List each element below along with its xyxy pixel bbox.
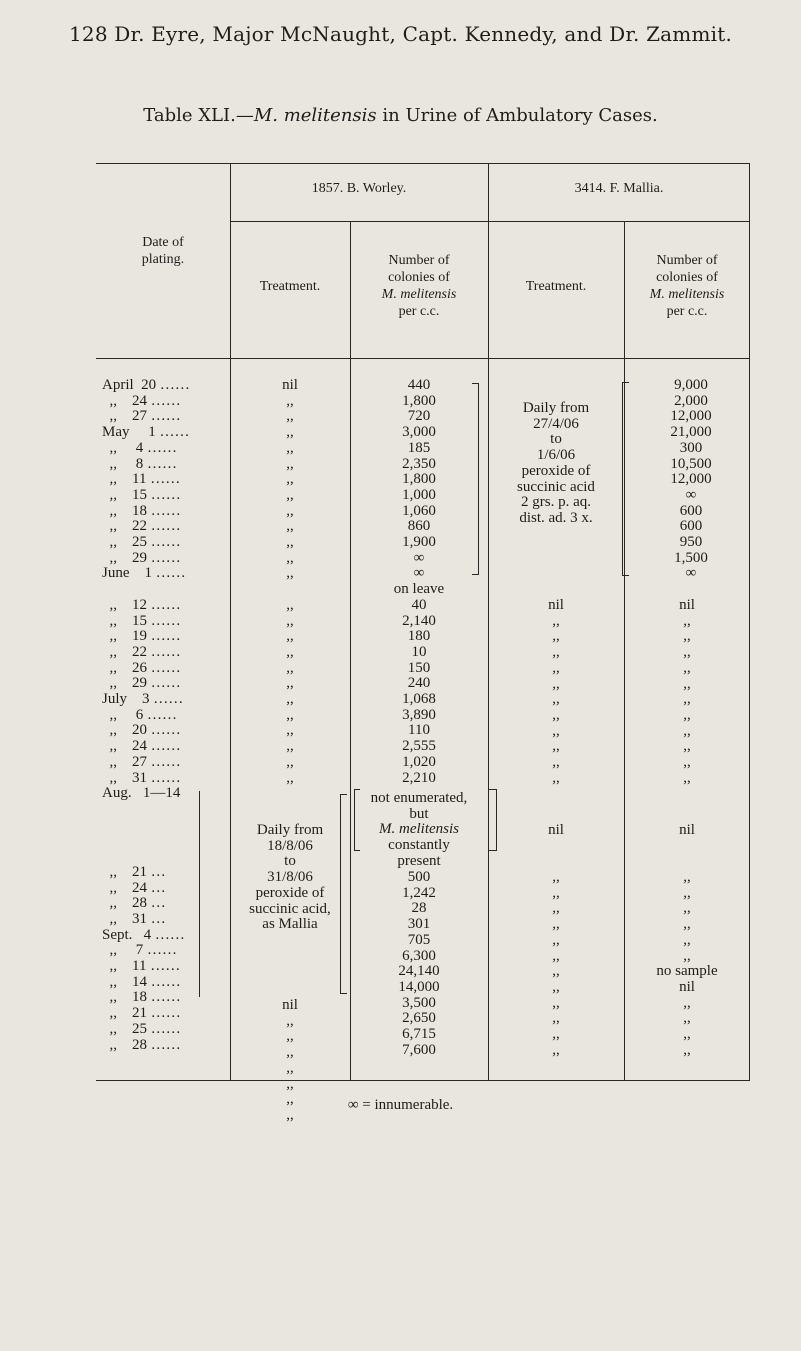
header-date: Date of plating. xyxy=(141,235,185,267)
treatment-2-period: Daily from 27/4/06 to 1/6/06 peroxide of succinic acid 2 grs. p. aq. dist. ad. 3 x. xyxy=(517,400,595,526)
header-patient-mallia: 3414. F. Mallia. xyxy=(574,181,664,196)
rule-subhead xyxy=(230,221,750,222)
colonies-1-brace xyxy=(472,383,479,575)
header-treatment-1: Treatment. xyxy=(259,279,321,294)
treatment-1-period: Daily from 18/8/06 to 31/8/06 peroxide of succinic acid, as Mallia xyxy=(249,822,331,933)
footnote: ∞ = innumerable. xyxy=(347,1097,454,1113)
header-patient-worley: 1857. B. Worley. xyxy=(311,181,407,196)
table-title: Table XLI.—M. melitensis in Urine of Ambulatory Cases. xyxy=(143,105,658,126)
treatment-2-column: nil ,, ,, ,, ,, ,, ,, ,, ,, ,, ,, ,, xyxy=(548,597,564,786)
header-treatment-2: Treatment. xyxy=(525,279,587,294)
treatment-1-after: nil ,, ,, ,, ,, ,, ,, ,, xyxy=(282,997,298,1123)
date-brace xyxy=(199,791,200,997)
colonies-1-after: 500 1,242 28 301 705 6,300 24,140 14,000 3,500 2,650 6,715 7,600 xyxy=(398,869,440,1058)
running-header: 128 Dr. Eyre, Major McNaught, Capt. Kennedy, and Dr. Zammit. xyxy=(68,22,733,46)
treatment-1-brace xyxy=(340,794,347,994)
colonies-1-note: not enumerated, but M. melitensis constantly present xyxy=(370,790,468,869)
treatment-2-aug: nil xyxy=(548,822,564,838)
header-colonies-2: Number of colonies of M. melitensis per c.c. xyxy=(649,253,725,319)
colonies-1-column: 440 1,800 720 3,000 185 2,350 1,800 1,000 1,060 860 1,900 ∞ ∞ on leave 40 2,140 180 10 150 240 1,068 3,890 110 2,555 1,020 2,210 xyxy=(393,377,445,786)
rule-head-bottom xyxy=(96,358,750,359)
colonies-2-aug: nil xyxy=(679,822,695,838)
colonies-2-brace xyxy=(622,382,629,576)
header-colonies-1: Number of colonies of M. melitensis per c.c. xyxy=(381,253,457,319)
treatment-2-brace xyxy=(488,789,497,851)
date-column: April 20 …… ,, 24 …… ,, 27 …… May 1 …… ,, 4 …… ,, 8 …… ,, 11 …… ,, 15 …… ,, 18 …… ,, 22 …… ,, 25 …… ,, 29 …… June 1 …… ,, 12 …… ,, 15 …… ,, 19 …… ,, 22 …… ,, 26 …… ,, 29 …… July 3 …… ,, 6 …… ,, 20 …… ,, 24 …… ,, 27 …… ,, 31 …… Aug. 1—14 ,, 21 … ,, 24 … ,, 28 … ,, 31 … Sept. 4 …… ,, 7 …… ,, 11 …… ,, 14 …… ,, 18 …… ,, 21 …… ,, 25 …… ,, 28 …… xyxy=(102,377,190,1053)
treatment-2-after: ,, ,, ,, ,, ,, ,, ,, ,, ,, ,, ,, ,, xyxy=(552,869,560,1058)
colonies-1-note-brace xyxy=(354,789,360,851)
colonies-2-after-treatment: nil ,, ,, ,, ,, ,, ,, ,, ,, ,, ,, ,, xyxy=(679,597,695,786)
treatment-1-column: nil ,, ,, ,, ,, ,, ,, ,, ,, ,, ,, ,, ,, ,, ,, ,, ,, ,, ,, ,, ,, ,, ,, ,, ,, xyxy=(282,377,298,786)
colonies-2-after: ,, ,, ,, ,, ,, ,, no sample nil ,, ,, ,, ,, xyxy=(656,869,718,1058)
colonies-2-column: 9,000 2,000 12,000 21,000 300 10,500 12,000 ∞ 600 600 950 1,500 ∞ xyxy=(670,377,712,582)
